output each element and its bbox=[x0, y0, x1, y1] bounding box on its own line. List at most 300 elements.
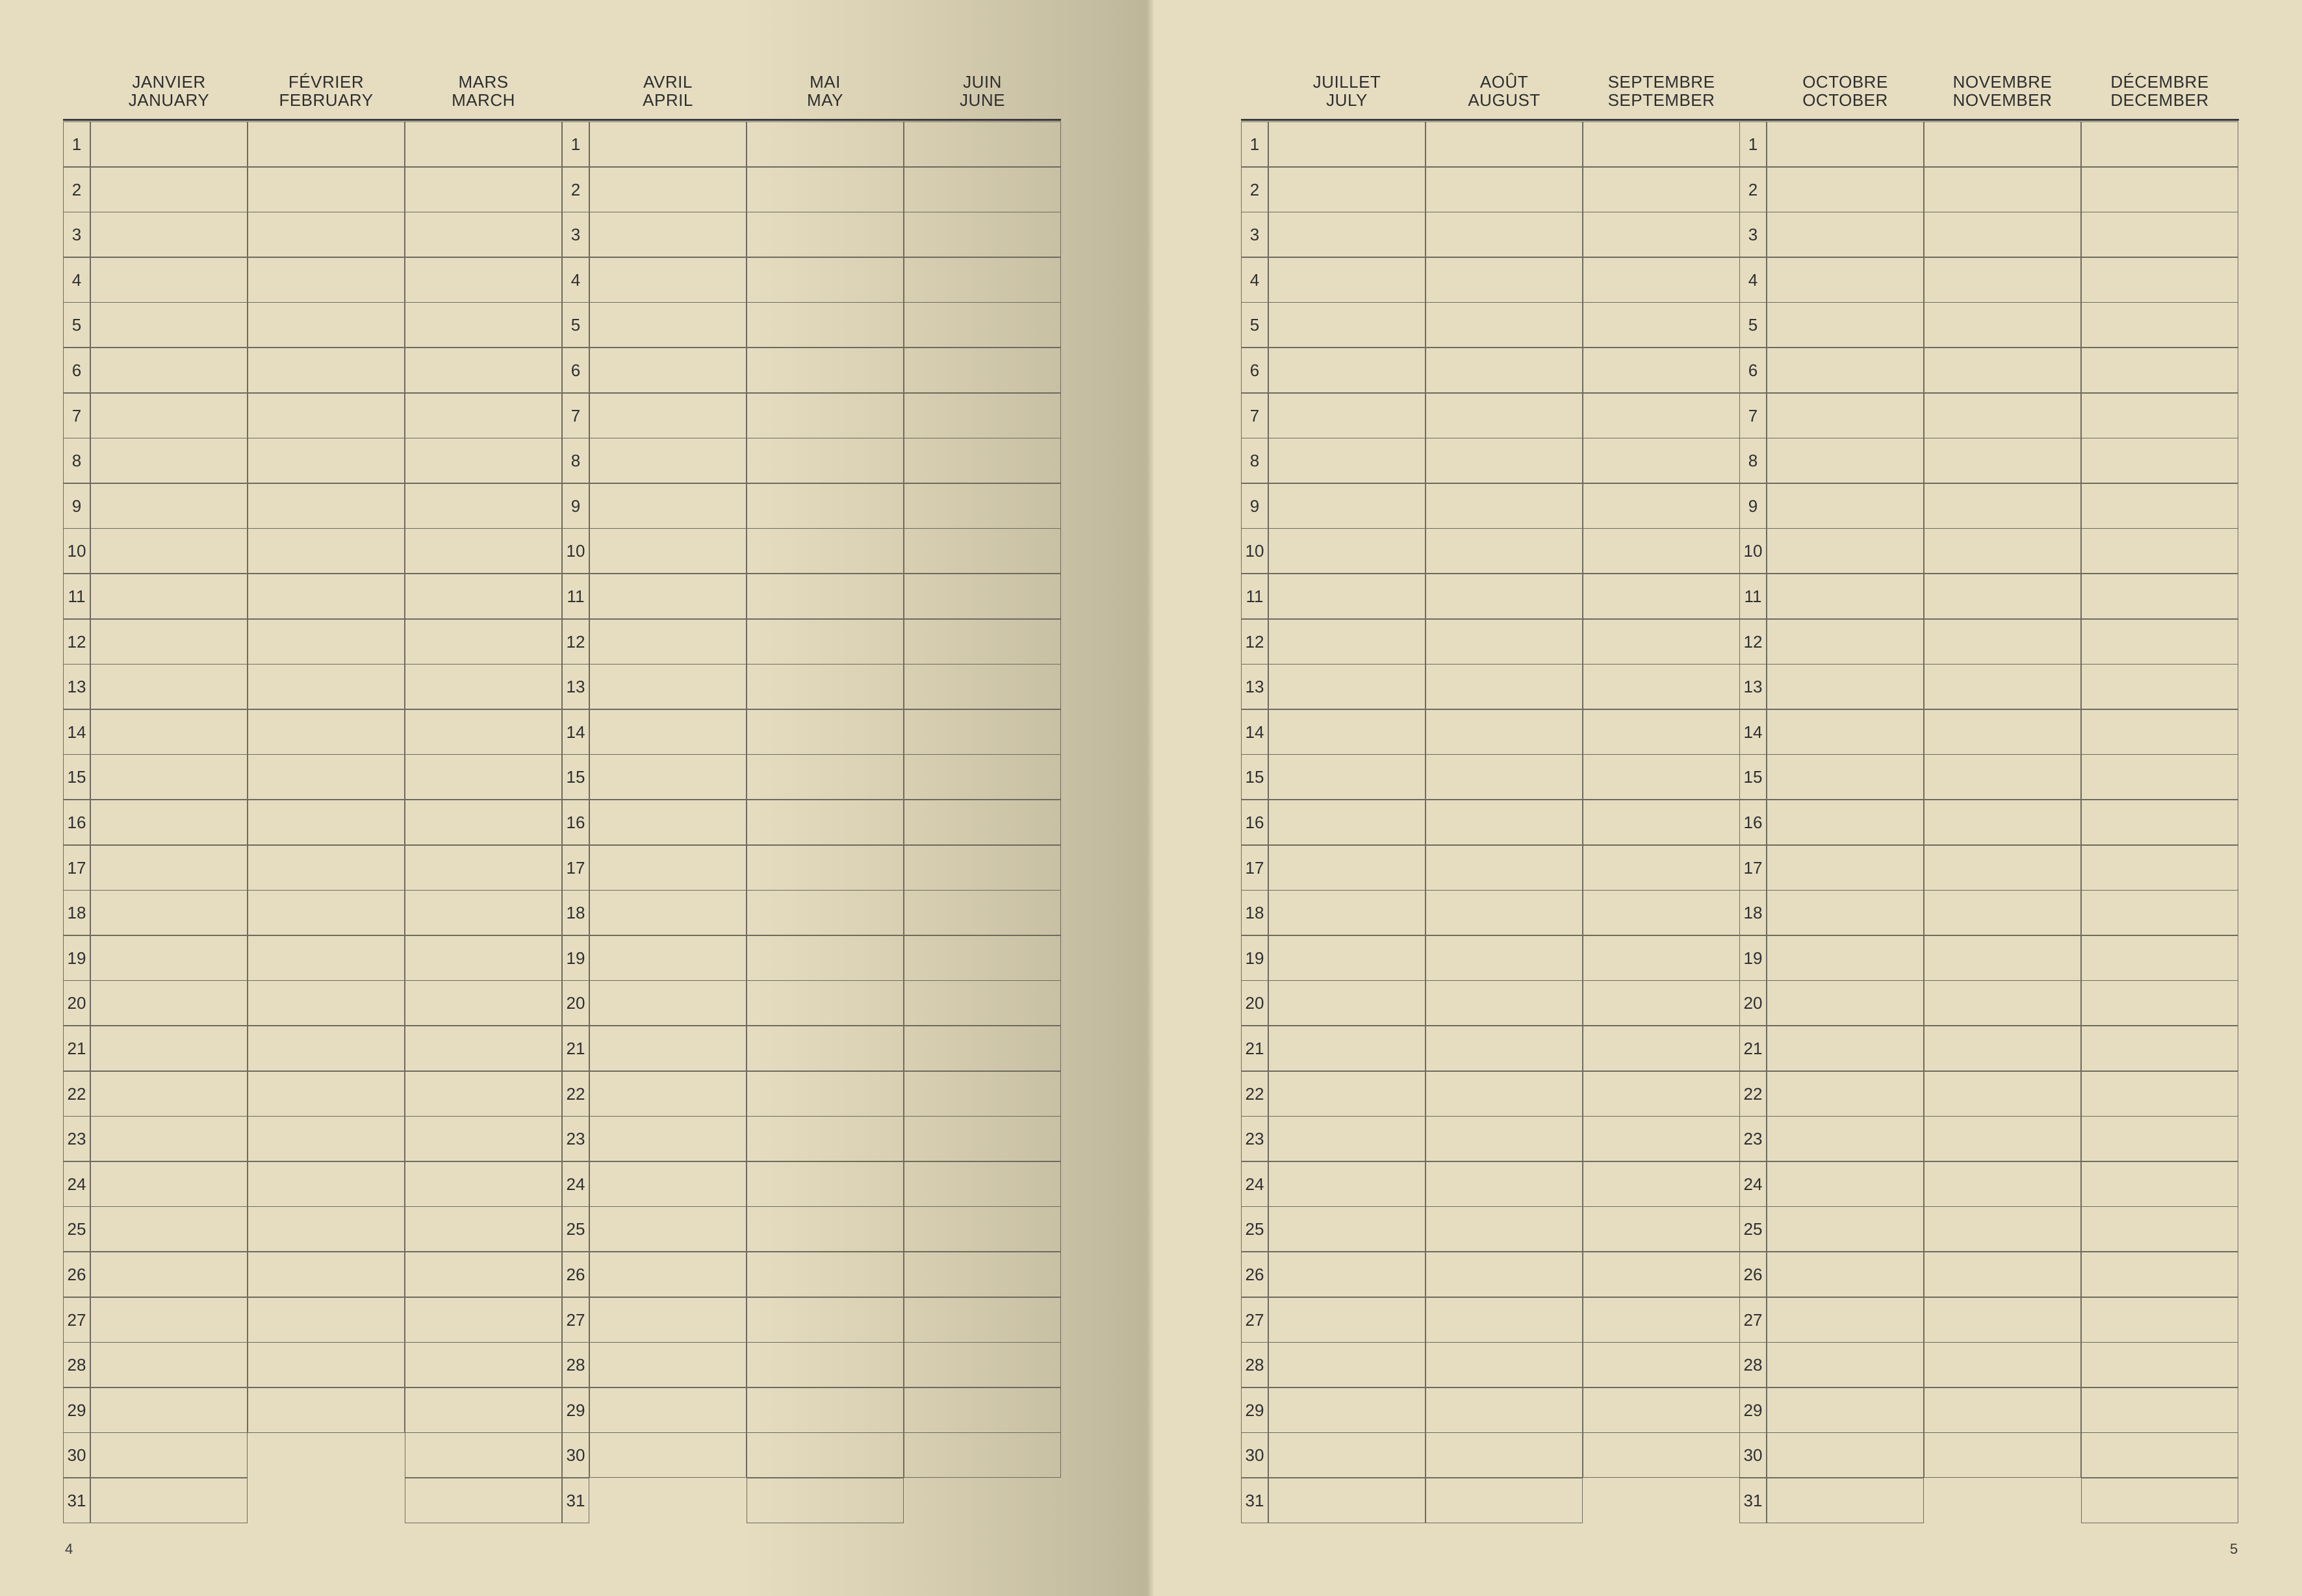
day-entry-cell[interactable] bbox=[405, 1161, 562, 1207]
day-entry-cell[interactable] bbox=[1426, 1026, 1583, 1071]
day-entry-cell[interactable] bbox=[1924, 1432, 2081, 1478]
day-entry-cell[interactable] bbox=[1583, 528, 1740, 574]
day-entry-cell[interactable] bbox=[1268, 167, 1426, 212]
day-entry-cell[interactable] bbox=[747, 574, 904, 619]
day-entry-cell[interactable] bbox=[405, 1387, 562, 1433]
day-entry-cell[interactable] bbox=[1924, 1252, 2081, 1297]
day-entry-cell[interactable] bbox=[1583, 1342, 1740, 1387]
day-entry-cell[interactable] bbox=[248, 574, 405, 619]
day-entry-cell[interactable] bbox=[248, 528, 405, 574]
day-entry-cell[interactable] bbox=[1268, 1206, 1426, 1252]
day-entry-cell[interactable] bbox=[1767, 302, 1924, 348]
day-entry-cell[interactable] bbox=[904, 257, 1061, 303]
day-entry-cell[interactable] bbox=[904, 1026, 1061, 1071]
day-entry-cell[interactable] bbox=[1583, 574, 1740, 619]
day-entry-cell[interactable] bbox=[1583, 1116, 1740, 1161]
day-entry-cell[interactable] bbox=[1268, 619, 1426, 665]
day-entry-cell[interactable] bbox=[589, 1161, 747, 1207]
day-entry-cell[interactable] bbox=[405, 302, 562, 348]
day-entry-cell[interactable] bbox=[1583, 664, 1740, 709]
day-entry-cell[interactable] bbox=[904, 483, 1061, 529]
day-entry-cell[interactable] bbox=[1767, 709, 1924, 755]
day-entry-cell[interactable] bbox=[904, 619, 1061, 665]
day-entry-cell[interactable] bbox=[904, 754, 1061, 800]
day-entry-cell[interactable] bbox=[2081, 302, 2238, 348]
day-entry-cell[interactable] bbox=[1583, 257, 1740, 303]
day-entry-cell[interactable] bbox=[904, 574, 1061, 619]
day-entry-cell[interactable] bbox=[1426, 438, 1583, 483]
day-entry-cell[interactable] bbox=[1426, 257, 1583, 303]
day-entry-cell[interactable] bbox=[90, 438, 248, 483]
day-entry-cell[interactable] bbox=[2081, 1252, 2238, 1297]
day-entry-cell[interactable] bbox=[405, 1026, 562, 1071]
day-entry-cell[interactable] bbox=[1767, 800, 1924, 845]
day-entry-cell[interactable] bbox=[589, 1116, 747, 1161]
day-entry-cell[interactable] bbox=[1767, 1161, 1924, 1207]
day-entry-cell[interactable] bbox=[747, 528, 904, 574]
day-entry-cell[interactable] bbox=[1767, 890, 1924, 935]
day-entry-cell[interactable] bbox=[2081, 574, 2238, 619]
day-entry-cell[interactable] bbox=[2081, 167, 2238, 212]
day-entry-cell[interactable] bbox=[904, 935, 1061, 981]
day-entry-cell[interactable] bbox=[1583, 935, 1740, 981]
day-entry-cell[interactable] bbox=[589, 664, 747, 709]
day-entry-cell[interactable] bbox=[904, 980, 1061, 1026]
day-entry-cell[interactable] bbox=[1924, 1297, 2081, 1343]
day-entry-cell[interactable] bbox=[1583, 1071, 1740, 1117]
day-entry-cell[interactable] bbox=[1924, 1387, 2081, 1433]
day-entry-cell[interactable] bbox=[747, 1297, 904, 1343]
day-entry-cell[interactable] bbox=[1924, 528, 2081, 574]
day-entry-cell[interactable] bbox=[405, 709, 562, 755]
day-entry-cell[interactable] bbox=[1583, 890, 1740, 935]
day-entry-cell[interactable] bbox=[90, 619, 248, 665]
day-entry-cell[interactable] bbox=[904, 1206, 1061, 1252]
day-entry-cell[interactable] bbox=[1268, 664, 1426, 709]
day-entry-cell[interactable] bbox=[90, 1432, 248, 1478]
day-entry-cell[interactable] bbox=[1924, 483, 2081, 529]
day-entry-cell[interactable] bbox=[1268, 800, 1426, 845]
day-entry-cell[interactable] bbox=[747, 1206, 904, 1252]
day-entry-cell[interactable] bbox=[1767, 664, 1924, 709]
day-entry-cell[interactable] bbox=[1583, 212, 1740, 257]
day-entry-cell[interactable] bbox=[1268, 980, 1426, 1026]
day-entry-cell[interactable] bbox=[1924, 619, 2081, 665]
day-entry-cell[interactable] bbox=[589, 257, 747, 303]
day-entry-cell[interactable] bbox=[1583, 438, 1740, 483]
day-entry-cell[interactable] bbox=[904, 890, 1061, 935]
day-entry-cell[interactable] bbox=[589, 348, 747, 393]
day-entry-cell[interactable] bbox=[90, 1071, 248, 1117]
day-entry-cell[interactable] bbox=[1583, 302, 1740, 348]
day-entry-cell[interactable] bbox=[405, 393, 562, 438]
day-entry-cell[interactable] bbox=[1426, 574, 1583, 619]
day-entry-cell[interactable] bbox=[2081, 664, 2238, 709]
day-entry-cell[interactable] bbox=[248, 890, 405, 935]
day-entry-cell[interactable] bbox=[1767, 574, 1924, 619]
day-entry-cell[interactable] bbox=[589, 528, 747, 574]
day-entry-cell[interactable] bbox=[2081, 528, 2238, 574]
day-entry-cell[interactable] bbox=[90, 393, 248, 438]
day-entry-cell[interactable] bbox=[405, 800, 562, 845]
day-entry-cell[interactable] bbox=[1583, 121, 1740, 167]
day-entry-cell[interactable] bbox=[248, 800, 405, 845]
day-entry-cell[interactable] bbox=[747, 754, 904, 800]
day-entry-cell[interactable] bbox=[90, 1342, 248, 1387]
day-entry-cell[interactable] bbox=[1268, 257, 1426, 303]
day-entry-cell[interactable] bbox=[1426, 1116, 1583, 1161]
day-entry-cell[interactable] bbox=[248, 1026, 405, 1071]
day-entry-cell[interactable] bbox=[248, 1342, 405, 1387]
day-entry-cell[interactable] bbox=[2081, 1116, 2238, 1161]
day-entry-cell[interactable] bbox=[405, 257, 562, 303]
day-entry-cell[interactable] bbox=[90, 980, 248, 1026]
day-entry-cell[interactable] bbox=[1924, 1342, 2081, 1387]
day-entry-cell[interactable] bbox=[1767, 1206, 1924, 1252]
day-entry-cell[interactable] bbox=[1924, 709, 2081, 755]
day-entry-cell[interactable] bbox=[747, 800, 904, 845]
day-entry-cell[interactable] bbox=[90, 1387, 248, 1433]
day-entry-cell[interactable] bbox=[2081, 980, 2238, 1026]
day-entry-cell[interactable] bbox=[1426, 890, 1583, 935]
day-entry-cell[interactable] bbox=[589, 1387, 747, 1433]
day-entry-cell[interactable] bbox=[90, 1161, 248, 1207]
day-entry-cell[interactable] bbox=[1268, 890, 1426, 935]
day-entry-cell[interactable] bbox=[248, 438, 405, 483]
day-entry-cell[interactable] bbox=[1268, 935, 1426, 981]
day-entry-cell[interactable] bbox=[2081, 890, 2238, 935]
day-entry-cell[interactable] bbox=[2081, 1432, 2238, 1478]
day-entry-cell[interactable] bbox=[2081, 709, 2238, 755]
day-entry-cell[interactable] bbox=[1268, 574, 1426, 619]
day-entry-cell[interactable] bbox=[589, 709, 747, 755]
day-entry-cell[interactable] bbox=[405, 167, 562, 212]
day-entry-cell[interactable] bbox=[248, 754, 405, 800]
day-entry-cell[interactable] bbox=[1767, 1071, 1924, 1117]
day-entry-cell[interactable] bbox=[248, 348, 405, 393]
day-entry-cell[interactable] bbox=[1426, 1387, 1583, 1433]
day-entry-cell[interactable] bbox=[1767, 845, 1924, 891]
day-entry-cell[interactable] bbox=[2081, 438, 2238, 483]
day-entry-cell[interactable] bbox=[1924, 845, 2081, 891]
day-entry-cell[interactable] bbox=[1426, 302, 1583, 348]
day-entry-cell[interactable] bbox=[1268, 1387, 1426, 1433]
day-entry-cell[interactable] bbox=[904, 800, 1061, 845]
day-entry-cell[interactable] bbox=[747, 167, 904, 212]
day-entry-cell[interactable] bbox=[1924, 574, 2081, 619]
day-entry-cell[interactable] bbox=[1583, 1252, 1740, 1297]
day-entry-cell[interactable] bbox=[1767, 1116, 1924, 1161]
day-entry-cell[interactable] bbox=[904, 528, 1061, 574]
day-entry-cell[interactable] bbox=[747, 664, 904, 709]
day-entry-cell[interactable] bbox=[589, 1342, 747, 1387]
day-entry-cell[interactable] bbox=[589, 121, 747, 167]
day-entry-cell[interactable] bbox=[90, 1252, 248, 1297]
day-entry-cell[interactable] bbox=[90, 1206, 248, 1252]
day-entry-cell[interactable] bbox=[1924, 754, 2081, 800]
day-entry-cell[interactable] bbox=[405, 1478, 562, 1523]
day-entry-cell[interactable] bbox=[405, 121, 562, 167]
day-entry-cell[interactable] bbox=[1268, 302, 1426, 348]
day-entry-cell[interactable] bbox=[405, 980, 562, 1026]
day-entry-cell[interactable] bbox=[248, 1116, 405, 1161]
day-entry-cell[interactable] bbox=[248, 1206, 405, 1252]
day-entry-cell[interactable] bbox=[1426, 483, 1583, 529]
day-entry-cell[interactable] bbox=[1767, 619, 1924, 665]
day-entry-cell[interactable] bbox=[2081, 212, 2238, 257]
day-entry-cell[interactable] bbox=[2081, 619, 2238, 665]
day-entry-cell[interactable] bbox=[248, 257, 405, 303]
day-entry-cell[interactable] bbox=[1426, 980, 1583, 1026]
day-entry-cell[interactable] bbox=[90, 1478, 248, 1523]
day-entry-cell[interactable] bbox=[1426, 393, 1583, 438]
day-entry-cell[interactable] bbox=[904, 302, 1061, 348]
day-entry-cell[interactable] bbox=[1268, 121, 1426, 167]
day-entry-cell[interactable] bbox=[747, 1387, 904, 1433]
day-entry-cell[interactable] bbox=[1583, 1026, 1740, 1071]
day-entry-cell[interactable] bbox=[1924, 257, 2081, 303]
day-entry-cell[interactable] bbox=[1268, 1161, 1426, 1207]
day-entry-cell[interactable] bbox=[405, 212, 562, 257]
day-entry-cell[interactable] bbox=[589, 1252, 747, 1297]
day-entry-cell[interactable] bbox=[747, 845, 904, 891]
day-entry-cell[interactable] bbox=[90, 1116, 248, 1161]
day-entry-cell[interactable] bbox=[2081, 1026, 2238, 1071]
day-entry-cell[interactable] bbox=[2081, 121, 2238, 167]
day-entry-cell[interactable] bbox=[1767, 1297, 1924, 1343]
day-entry-cell[interactable] bbox=[90, 257, 248, 303]
day-entry-cell[interactable] bbox=[1767, 1252, 1924, 1297]
day-entry-cell[interactable] bbox=[1924, 1026, 2081, 1071]
day-entry-cell[interactable] bbox=[1924, 980, 2081, 1026]
day-entry-cell[interactable] bbox=[1426, 167, 1583, 212]
day-entry-cell[interactable] bbox=[904, 1161, 1061, 1207]
day-entry-cell[interactable] bbox=[1767, 1478, 1924, 1523]
day-entry-cell[interactable] bbox=[1924, 302, 2081, 348]
day-entry-cell[interactable] bbox=[248, 845, 405, 891]
day-entry-cell[interactable] bbox=[1268, 438, 1426, 483]
day-entry-cell[interactable] bbox=[1767, 980, 1924, 1026]
day-entry-cell[interactable] bbox=[1767, 121, 1924, 167]
day-entry-cell[interactable] bbox=[405, 754, 562, 800]
day-entry-cell[interactable] bbox=[1426, 1297, 1583, 1343]
day-entry-cell[interactable] bbox=[1268, 1116, 1426, 1161]
day-entry-cell[interactable] bbox=[1426, 709, 1583, 755]
day-entry-cell[interactable] bbox=[1268, 1342, 1426, 1387]
day-entry-cell[interactable] bbox=[1767, 167, 1924, 212]
day-entry-cell[interactable] bbox=[1924, 800, 2081, 845]
day-entry-cell[interactable] bbox=[1583, 1206, 1740, 1252]
day-entry-cell[interactable] bbox=[90, 528, 248, 574]
day-entry-cell[interactable] bbox=[1426, 1161, 1583, 1207]
day-entry-cell[interactable] bbox=[1924, 935, 2081, 981]
day-entry-cell[interactable] bbox=[1767, 257, 1924, 303]
day-entry-cell[interactable] bbox=[1767, 754, 1924, 800]
day-entry-cell[interactable] bbox=[589, 754, 747, 800]
day-entry-cell[interactable] bbox=[248, 483, 405, 529]
day-entry-cell[interactable] bbox=[1924, 121, 2081, 167]
day-entry-cell[interactable] bbox=[2081, 393, 2238, 438]
day-entry-cell[interactable] bbox=[1583, 754, 1740, 800]
day-entry-cell[interactable] bbox=[904, 1252, 1061, 1297]
day-entry-cell[interactable] bbox=[1268, 212, 1426, 257]
day-entry-cell[interactable] bbox=[904, 167, 1061, 212]
day-entry-cell[interactable] bbox=[248, 1161, 405, 1207]
day-entry-cell[interactable] bbox=[90, 709, 248, 755]
day-entry-cell[interactable] bbox=[1426, 1071, 1583, 1117]
day-entry-cell[interactable] bbox=[1767, 1342, 1924, 1387]
day-entry-cell[interactable] bbox=[1583, 980, 1740, 1026]
day-entry-cell[interactable] bbox=[904, 1432, 1061, 1478]
day-entry-cell[interactable] bbox=[747, 1116, 904, 1161]
day-entry-cell[interactable] bbox=[1583, 483, 1740, 529]
day-entry-cell[interactable] bbox=[1426, 1432, 1583, 1478]
day-entry-cell[interactable] bbox=[904, 1116, 1061, 1161]
day-entry-cell[interactable] bbox=[90, 212, 248, 257]
day-entry-cell[interactable] bbox=[589, 438, 747, 483]
day-entry-cell[interactable] bbox=[1426, 619, 1583, 665]
day-entry-cell[interactable] bbox=[1268, 1026, 1426, 1071]
day-entry-cell[interactable] bbox=[904, 664, 1061, 709]
day-entry-cell[interactable] bbox=[405, 664, 562, 709]
day-entry-cell[interactable] bbox=[1426, 528, 1583, 574]
day-entry-cell[interactable] bbox=[90, 935, 248, 981]
day-entry-cell[interactable] bbox=[589, 167, 747, 212]
day-entry-cell[interactable] bbox=[405, 483, 562, 529]
day-entry-cell[interactable] bbox=[248, 167, 405, 212]
day-entry-cell[interactable] bbox=[1268, 754, 1426, 800]
day-entry-cell[interactable] bbox=[1583, 709, 1740, 755]
day-entry-cell[interactable] bbox=[1767, 935, 1924, 981]
day-entry-cell[interactable] bbox=[1426, 1206, 1583, 1252]
day-entry-cell[interactable] bbox=[405, 1432, 562, 1478]
day-entry-cell[interactable] bbox=[747, 935, 904, 981]
day-entry-cell[interactable] bbox=[1426, 348, 1583, 393]
day-entry-cell[interactable] bbox=[589, 1206, 747, 1252]
day-entry-cell[interactable] bbox=[747, 709, 904, 755]
day-entry-cell[interactable] bbox=[2081, 1161, 2238, 1207]
day-entry-cell[interactable] bbox=[1924, 1071, 2081, 1117]
day-entry-cell[interactable] bbox=[2081, 935, 2238, 981]
day-entry-cell[interactable] bbox=[747, 1026, 904, 1071]
day-entry-cell[interactable] bbox=[90, 1297, 248, 1343]
day-entry-cell[interactable] bbox=[1268, 845, 1426, 891]
day-entry-cell[interactable] bbox=[248, 664, 405, 709]
day-entry-cell[interactable] bbox=[747, 257, 904, 303]
day-entry-cell[interactable] bbox=[405, 935, 562, 981]
day-entry-cell[interactable] bbox=[1583, 393, 1740, 438]
day-entry-cell[interactable] bbox=[1583, 800, 1740, 845]
day-entry-cell[interactable] bbox=[589, 935, 747, 981]
day-entry-cell[interactable] bbox=[405, 1342, 562, 1387]
day-entry-cell[interactable] bbox=[2081, 1206, 2238, 1252]
day-entry-cell[interactable] bbox=[589, 845, 747, 891]
day-entry-cell[interactable] bbox=[405, 619, 562, 665]
day-entry-cell[interactable] bbox=[1767, 393, 1924, 438]
day-entry-cell[interactable] bbox=[1924, 438, 2081, 483]
day-entry-cell[interactable] bbox=[1268, 1297, 1426, 1343]
day-entry-cell[interactable] bbox=[1583, 167, 1740, 212]
day-entry-cell[interactable] bbox=[90, 121, 248, 167]
day-entry-cell[interactable] bbox=[904, 845, 1061, 891]
day-entry-cell[interactable] bbox=[1924, 1206, 2081, 1252]
day-entry-cell[interactable] bbox=[747, 1432, 904, 1478]
day-entry-cell[interactable] bbox=[1426, 212, 1583, 257]
day-entry-cell[interactable] bbox=[589, 302, 747, 348]
day-entry-cell[interactable] bbox=[1924, 890, 2081, 935]
day-entry-cell[interactable] bbox=[1924, 348, 2081, 393]
day-entry-cell[interactable] bbox=[747, 212, 904, 257]
day-entry-cell[interactable] bbox=[248, 1387, 405, 1433]
day-entry-cell[interactable] bbox=[90, 664, 248, 709]
day-entry-cell[interactable] bbox=[589, 574, 747, 619]
day-entry-cell[interactable] bbox=[405, 438, 562, 483]
day-entry-cell[interactable] bbox=[1583, 1387, 1740, 1433]
day-entry-cell[interactable] bbox=[1924, 1161, 2081, 1207]
day-entry-cell[interactable] bbox=[747, 393, 904, 438]
day-entry-cell[interactable] bbox=[1767, 348, 1924, 393]
day-entry-cell[interactable] bbox=[747, 483, 904, 529]
day-entry-cell[interactable] bbox=[405, 574, 562, 619]
day-entry-cell[interactable] bbox=[405, 1116, 562, 1161]
day-entry-cell[interactable] bbox=[248, 980, 405, 1026]
day-entry-cell[interactable] bbox=[1426, 664, 1583, 709]
day-entry-cell[interactable] bbox=[747, 980, 904, 1026]
day-entry-cell[interactable] bbox=[747, 890, 904, 935]
day-entry-cell[interactable] bbox=[1268, 348, 1426, 393]
day-entry-cell[interactable] bbox=[589, 393, 747, 438]
day-entry-cell[interactable] bbox=[1767, 483, 1924, 529]
day-entry-cell[interactable] bbox=[90, 167, 248, 212]
day-entry-cell[interactable] bbox=[248, 302, 405, 348]
day-entry-cell[interactable] bbox=[1268, 1478, 1426, 1523]
day-entry-cell[interactable] bbox=[248, 1071, 405, 1117]
day-entry-cell[interactable] bbox=[1767, 1387, 1924, 1433]
day-entry-cell[interactable] bbox=[904, 1297, 1061, 1343]
day-entry-cell[interactable] bbox=[904, 1342, 1061, 1387]
day-entry-cell[interactable] bbox=[904, 1387, 1061, 1433]
day-entry-cell[interactable] bbox=[2081, 1387, 2238, 1433]
day-entry-cell[interactable] bbox=[747, 619, 904, 665]
day-entry-cell[interactable] bbox=[904, 393, 1061, 438]
day-entry-cell[interactable] bbox=[589, 619, 747, 665]
day-entry-cell[interactable] bbox=[248, 212, 405, 257]
day-entry-cell[interactable] bbox=[904, 212, 1061, 257]
day-entry-cell[interactable] bbox=[405, 348, 562, 393]
day-entry-cell[interactable] bbox=[1426, 935, 1583, 981]
day-entry-cell[interactable] bbox=[1426, 121, 1583, 167]
day-entry-cell[interactable] bbox=[90, 800, 248, 845]
day-entry-cell[interactable] bbox=[1924, 212, 2081, 257]
day-entry-cell[interactable] bbox=[747, 1071, 904, 1117]
day-entry-cell[interactable] bbox=[1767, 1026, 1924, 1071]
day-entry-cell[interactable] bbox=[589, 1071, 747, 1117]
day-entry-cell[interactable] bbox=[90, 302, 248, 348]
day-entry-cell[interactable] bbox=[589, 980, 747, 1026]
day-entry-cell[interactable] bbox=[1268, 1432, 1426, 1478]
day-entry-cell[interactable] bbox=[1583, 619, 1740, 665]
day-entry-cell[interactable] bbox=[2081, 348, 2238, 393]
day-entry-cell[interactable] bbox=[248, 1297, 405, 1343]
day-entry-cell[interactable] bbox=[747, 1252, 904, 1297]
day-entry-cell[interactable] bbox=[1583, 845, 1740, 891]
day-entry-cell[interactable] bbox=[90, 754, 248, 800]
day-entry-cell[interactable] bbox=[1268, 1071, 1426, 1117]
day-entry-cell[interactable] bbox=[1426, 800, 1583, 845]
day-entry-cell[interactable] bbox=[1924, 1116, 2081, 1161]
day-entry-cell[interactable] bbox=[90, 1026, 248, 1071]
day-entry-cell[interactable] bbox=[248, 121, 405, 167]
